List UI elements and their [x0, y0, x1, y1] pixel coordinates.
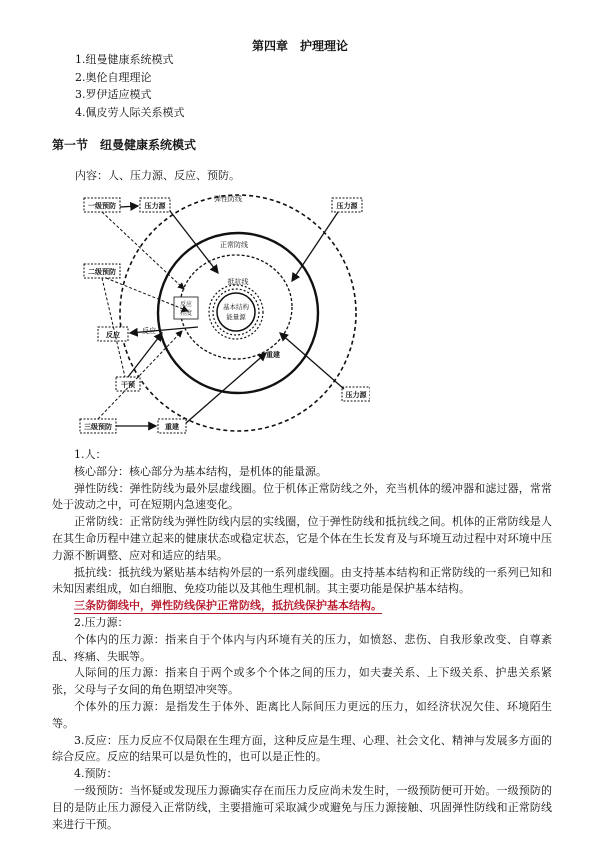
label-intervention: 干预 [121, 381, 135, 389]
label-reconstitution-inner: 重建 [266, 351, 280, 359]
paragraph: 个体内的压力源：指来自于个体内与内环境有关的压力，如愤怒、悲伤、自我形象改变、自尊紊乱、疼痛、失眠等。 [52, 632, 552, 663]
table-of-contents [75, 51, 185, 121]
paragraph: 一级预防：当怀疑或发现压力源确实存在而压力反应尚未发生时，一级预防便可开始。一级预防的目的是防止压力源侵入正常防线，主要措施可采取减少或避免与压力源接触、巩固弹性防线和正常防线来进行干预。 [52, 783, 552, 831]
paragraph: 抵抗线：抵抗线为紧贴基本结构外层的一系列虚线圈。由支持基本结构和正常防线的一系列已知和未知因素组成，如白细胞、免疫功能以及其他生理机制。其主要功能是保护基本结构。 [52, 565, 552, 596]
label-stressor-top: 压力源 [144, 202, 166, 210]
toc-item: 3.罗伊适应模式 [75, 88, 152, 101]
arrow-tertiary-dashed [98, 331, 182, 419]
arrow-secondary-dashed [106, 278, 188, 311]
label-resistance-line: 抵抗线 [227, 278, 249, 286]
label-core-structure: 基本结构 [223, 303, 249, 311]
label-tertiary-prevention: 三级预防 [84, 423, 112, 431]
label-flexible-line: 弹性防线 [214, 195, 242, 203]
arrow-reaction-out [130, 327, 198, 333]
paragraph: 正常防线：正常防线为弹性防线内层的实线圈，位于弹性防线和抵抗线之间。机体的正常防线是人在其生命历程中建立起来的健康状态或稳定状态，它是个体在生长发育及与环境互动过程中对环境中压力源不断调整、应对和适应的结果。 [52, 515, 552, 562]
label-stressor-right-top: 压力源 [336, 202, 358, 210]
label-stressor-right-bottom: 压力源 [345, 391, 367, 399]
label-energy-source: 能量源 [226, 313, 246, 321]
body-text [52, 447, 552, 833]
resistance-inner-circle-2 [213, 289, 259, 335]
toc-item: 2.奥伦自理理论 [75, 70, 152, 84]
toc-item: 1.纽曼健康系统模式 [75, 53, 174, 66]
neuman-diagram [70, 185, 370, 445]
paragraph: 1.人： [74, 448, 107, 461]
chapter-title: 第四章 护理理论 [251, 39, 348, 53]
paragraph: 核心部分：核心部分为基本结构，是机体的能量源。 [74, 464, 327, 478]
arrow-primary-to-stressor [120, 206, 138, 207]
paragraph: 4.预防： [74, 767, 118, 781]
label-reaction-box: 反应 [106, 331, 120, 339]
paragraph: 个体外的压力源：是指发生于体外、距离比人际间压力更远的压力，如经济状况欠佳、环境陌生等。 [52, 699, 552, 730]
label-normal-line: 正常防线 [220, 241, 248, 249]
label-reaction-degree-1: 反应 [179, 301, 193, 308]
paragraph: 人际间的压力源：指来自于两个或多个个体之间的压力，如夫妻关系、上下级关系、护患关系紧张，父母与子女间的角色期望冲突等。 [52, 666, 552, 697]
arrow-stressor-right-top-in [292, 212, 338, 281]
highlight-paragraph [52, 598, 552, 615]
paragraph: 3.反应：压力反应不仅局限在生理方面，这种反应是生理、心理、社会文化、精神与发展多方面的综合反应。反应的结果可以是负性的，也可以是正性的。 [52, 733, 552, 764]
label-reaction-line: 反应 [142, 327, 156, 335]
paragraph: 弹性防线：弹性防线为最外层虚线圈。位于机体正常防线之外，充当机体的缓冲器和滤过器，常常处于波动之中，可在短期内急速变化。 [52, 481, 552, 512]
arrow-reconstitution-in [186, 353, 266, 423]
highlight-text: 三条防御线中，弹性防线保护正常防线，抵抗线保护基本结构。 [74, 599, 382, 613]
label-reconstitution-box: 重建 [165, 423, 179, 431]
core-circle [217, 293, 255, 331]
label-reaction-degree-2: 程度 [179, 310, 193, 317]
label-secondary-prevention: 二级预防 [88, 268, 116, 276]
section-title: 第一节 纽曼健康系统模式 [52, 138, 197, 152]
toc-item: 4.佩皮劳人际关系模式 [75, 105, 185, 119]
paragraph: 2.压力源： [74, 615, 129, 629]
arrow-stressor-top-in [170, 211, 218, 273]
label-primary-prevention: 一级预防 [88, 202, 116, 210]
content-line: 内容：人、压力源、反应、预防。 [75, 169, 240, 182]
